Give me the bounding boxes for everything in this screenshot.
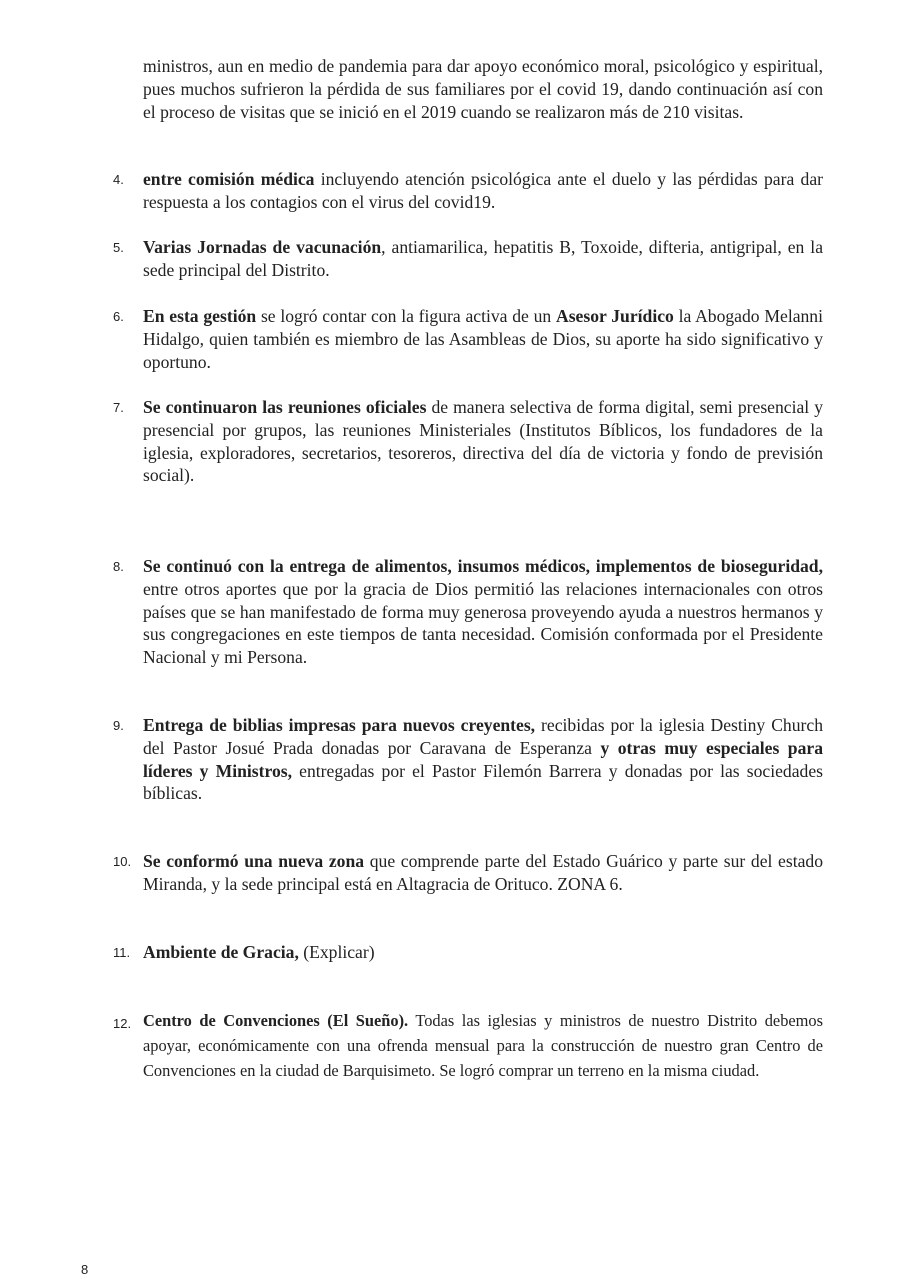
item-number: 10. xyxy=(113,854,132,869)
item-heading: Ambiente de Gracia, xyxy=(143,942,299,962)
item-number: 8. xyxy=(113,559,124,574)
list-item-11 xyxy=(113,941,823,964)
item-text: Todas las iglesias y ministros de nuestro Distrito debemos apoyar, económicamente con una ofrenda mensual para la construcción de nuestro gran Centro de Convenciones en la ciudad de Barquisimeto. Se logró comprar un terreno en la misma ciudad. xyxy=(143,1011,823,1080)
item-text: de manera selectiva de forma digital, semi presencial y presencial por grupos, las reuniones Ministeriales (Institutos Bíblicos, los fundadores de la iglesia, exploradores, secretarios, tesoreros, directiva del día de victoria y fondo de previsión social). xyxy=(143,397,824,486)
list-item-12 xyxy=(113,1008,823,1083)
list-item-10 xyxy=(113,850,823,896)
item-text: la Abogado Melanni Hidalgo, quien también es miembro de las Asambleas de Dios, su aporte ha sido significativo y oportuno. xyxy=(143,306,823,372)
item-heading: Se conformó una nueva zona xyxy=(143,851,365,871)
item-emphasis: y otras muy especiales para líderes y Ministros, xyxy=(143,737,823,781)
item-heading: Se continuó con la entrega de alimentos, insumos médicos, implementos de bioseguridad, xyxy=(143,556,823,576)
item-text: entregadas por el Pastor Filemón Barrera y donadas por las sociedades bíblicas. xyxy=(143,760,823,804)
item-heading: entre comisión médica xyxy=(143,169,315,189)
item-number: 5. xyxy=(113,240,124,255)
item-heading: Varias Jornadas de vacunación xyxy=(143,237,382,257)
item-number: 9. xyxy=(113,718,124,733)
item-number: 4. xyxy=(113,172,124,187)
list-item-4 xyxy=(113,168,823,214)
page-number: 8 xyxy=(81,1262,89,1277)
intro-paragraph: ministros, aun en medio de pandemia para dar apoyo económico moral, psicológico y espiritual, pues muchos sufrieron la pérdida de sus familiares por el covid 19, dando continuación así con el proceso de visitas que se inició en el 2019 cuando se realizaron más de 210 visitas. xyxy=(143,56,823,122)
item-number: 6. xyxy=(113,309,124,324)
list-item-8 xyxy=(113,555,823,669)
item-heading: Entrega de biblias impresas para nuevos creyentes, xyxy=(143,715,536,735)
item-number: 11. xyxy=(113,945,131,960)
item-number: 12. xyxy=(113,1016,132,1031)
item-text: recibidas por la iglesia Destiny Church del Pastor Josué Prada donadas por Caravana de Esperanza xyxy=(143,715,823,758)
list-item-5 xyxy=(113,236,824,282)
item-text: incluyendo atención psicológica ante el duelo y las pérdidas para dar respuesta a los contagios con el virus del covid19. xyxy=(143,169,823,212)
item-text: , antiamarilica, hepatitis B, Toxoide, difteria, antigripal, en la sede principal del Distrito. xyxy=(143,237,824,280)
item-text: se logró contar con la figura activa de un xyxy=(256,306,556,326)
item-text: (Explicar) xyxy=(298,942,375,962)
item-heading: Se continuaron las reuniones oficiales xyxy=(143,397,427,417)
item-heading: Centro de Convenciones (El Sueño). xyxy=(143,1011,409,1030)
item-heading: En esta gestión xyxy=(143,306,257,326)
item-text: que comprende parte del Estado Guárico y parte sur del estado Miranda, y la sede principal está en Altagracia de Orituco. ZONA 6. xyxy=(143,851,823,894)
item-text: entre otros aportes que por la gracia de Dios permitió las relaciones internacionales con otros países que se han manifestado de forma muy generosa proveyendo ayuda a nuestros hermanos y sus congregaciones en este tiempos de tanta necesidad. Comisión conformada por el Presidente Nacional y mi Persona. xyxy=(143,578,823,668)
item-emphasis: Asesor Jurídico xyxy=(555,306,674,326)
list-item-7 xyxy=(113,396,824,487)
item-number: 7. xyxy=(113,400,124,415)
list-item-9 xyxy=(113,714,823,805)
list-item-6 xyxy=(113,305,823,373)
